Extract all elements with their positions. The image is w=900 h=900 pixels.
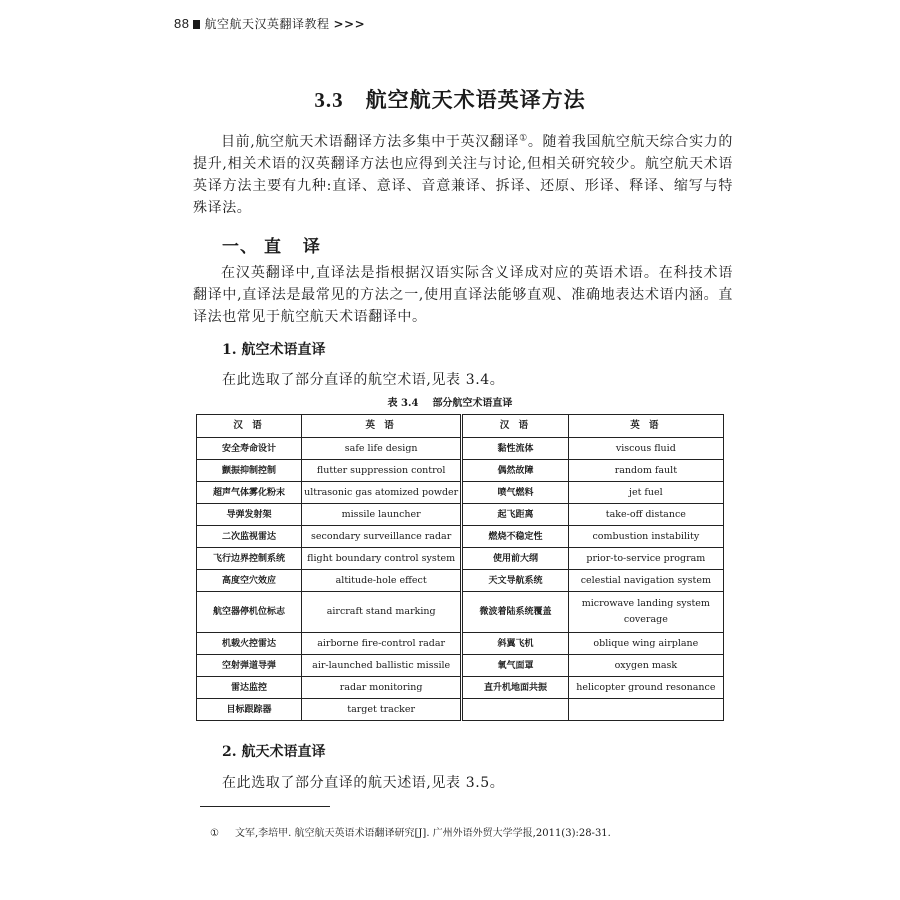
table-row: [197, 592, 724, 633]
cell-english: ultrasonic gas atomized powder: [302, 482, 462, 504]
part1-heading: 1. 航空术语直译: [222, 342, 326, 358]
cell-english: airborne fire-control radar: [302, 633, 462, 655]
footnote-mark: ①: [210, 828, 219, 839]
cell-chinese: 高度空穴效应: [197, 570, 302, 592]
table-row: [197, 633, 724, 655]
cell-chinese: 颤振抑制控制: [197, 460, 302, 482]
cell-english: helicopter ground resonance: [568, 677, 723, 699]
cell-chinese: 黏性流体: [462, 438, 569, 460]
header-block-icon: [193, 20, 200, 29]
header-english-2: 英 语: [568, 415, 723, 438]
table-row: [197, 504, 724, 526]
table-row: [197, 438, 724, 460]
table-row: [197, 548, 724, 570]
cell-english: combustion instability: [568, 526, 723, 548]
cell-english: oblique wing airplane: [568, 633, 723, 655]
cell-chinese: 航空器停机位标志: [197, 592, 302, 633]
header-arrows: >>>: [333, 17, 366, 31]
header-english-1: 英 语: [302, 415, 462, 438]
section-number: 3.3: [314, 88, 344, 112]
table-row: [197, 699, 724, 721]
header-chinese-2: 汉 语: [462, 415, 569, 438]
cell-english: target tracker: [302, 699, 462, 721]
footnote: [210, 824, 611, 839]
table-row: [197, 655, 724, 677]
intro-text-before-note: 目前,航空航天术语翻译方法多集中于英汉翻译: [221, 134, 520, 150]
section-title: [0, 84, 900, 114]
literal-translation-paragraph: [193, 262, 733, 328]
table-caption-number: 表 3.4: [387, 398, 419, 409]
section-title-text: 航空航天术语英译方法: [365, 87, 586, 112]
cell-english: flutter suppression control: [302, 460, 462, 482]
cell-chinese: [462, 699, 569, 721]
cell-english: air-launched ballistic missile: [302, 655, 462, 677]
table-row: [197, 482, 724, 504]
cell-english: random fault: [568, 460, 723, 482]
cell-english: jet fuel: [568, 482, 723, 504]
cell-english: oxygen mask: [568, 655, 723, 677]
cell-english: [568, 699, 723, 721]
cell-chinese: 导弹发射架: [197, 504, 302, 526]
part1-intro: 在此选取了部分直译的航空术语,见表 3.4。: [222, 372, 505, 388]
cell-chinese: 机载火控雷达: [197, 633, 302, 655]
cell-english: flight boundary control system: [302, 548, 462, 570]
footnote-divider: [200, 806, 330, 807]
cell-chinese: 使用前大纲: [462, 548, 569, 570]
cell-english: aircraft stand marking: [302, 592, 462, 633]
cell-chinese: 天文导航系统: [462, 570, 569, 592]
cell-english: prior-to-service program: [568, 548, 723, 570]
cell-english: altitude-hole effect: [302, 570, 462, 592]
cell-english: radar monitoring: [302, 677, 462, 699]
table-row: [197, 677, 724, 699]
cell-chinese: 雷达监控: [197, 677, 302, 699]
table-row: [197, 526, 724, 548]
table-caption: [0, 394, 900, 409]
subsection-heading: [222, 232, 328, 257]
page-number: 88: [174, 16, 190, 31]
cell-english: celestial navigation system: [568, 570, 723, 592]
cell-chinese: 偶然故障: [462, 460, 569, 482]
terms-table: [196, 414, 724, 721]
part2-intro: 在此选取了部分直译的航天述语,见表 3.5。: [222, 775, 505, 791]
part2-heading: 2. 航天术语直译: [222, 744, 326, 760]
cell-chinese: 超声气体雾化粉末: [197, 482, 302, 504]
table-header-row: [197, 415, 724, 438]
literal-translation-text: 在汉英翻译中,直译法是指根据汉语实际含义译成对应的英语术语。在科技术语翻译中,直译法是最常见的方法之一,使用直译法能够直观、准确地表达术语内涵。直译法也常见于航空航天术语翻译中。: [193, 265, 733, 325]
cell-english: missile launcher: [302, 504, 462, 526]
cell-chinese: 空射弹道导弹: [197, 655, 302, 677]
cell-chinese: 飞行边界控制系统: [197, 548, 302, 570]
subsection-title: 直 译: [264, 237, 328, 257]
cell-chinese: 起飞距离: [462, 504, 569, 526]
cell-chinese: 目标跟踪器: [197, 699, 302, 721]
cell-chinese: 喷气燃料: [462, 482, 569, 504]
cell-chinese: 二次监视雷达: [197, 526, 302, 548]
cell-english: take-off distance: [568, 504, 723, 526]
cell-chinese: 氧气面罩: [462, 655, 569, 677]
footnote-text: 文军,李培甲. 航空航天英语术语翻译研究[J]. 广州外语外贸大学学报,2011(3):28-31.: [234, 828, 611, 839]
cell-chinese: 燃烧不稳定性: [462, 526, 569, 548]
table-caption-title: 部分航空术语直译: [432, 398, 513, 409]
intro-paragraph: [193, 131, 733, 219]
table-row: [197, 460, 724, 482]
cell-chinese: 斜翼飞机: [462, 633, 569, 655]
table-row: [197, 570, 724, 592]
running-head: [174, 15, 365, 32]
book-title: 航空航天汉英翻译教程: [204, 17, 330, 31]
subsection-number: 一、: [222, 237, 258, 257]
cell-chinese: 直升机地面共振: [462, 677, 569, 699]
header-chinese-1: 汉 语: [197, 415, 302, 438]
cell-english: safe life design: [302, 438, 462, 460]
cell-english: microwave landing system coverage: [568, 592, 723, 633]
intro-text-after-note: 。随着我国航空航天综合实力的提升,相关术语的汉英翻译方法也应得到关注与讨论,但相关研究较少。航空航天术语英译方法主要有九种:直译、意译、音意兼译、拆译、还原、形译、释译、缩写与特殊译法。: [193, 134, 733, 216]
cell-chinese: 微波着陆系统覆盖: [462, 592, 569, 633]
footnote-reference[interactable]: ①: [519, 133, 528, 144]
cell-english: secondary surveillance radar: [302, 526, 462, 548]
cell-english: viscous fluid: [568, 438, 723, 460]
cell-chinese: 安全寿命设计: [197, 438, 302, 460]
